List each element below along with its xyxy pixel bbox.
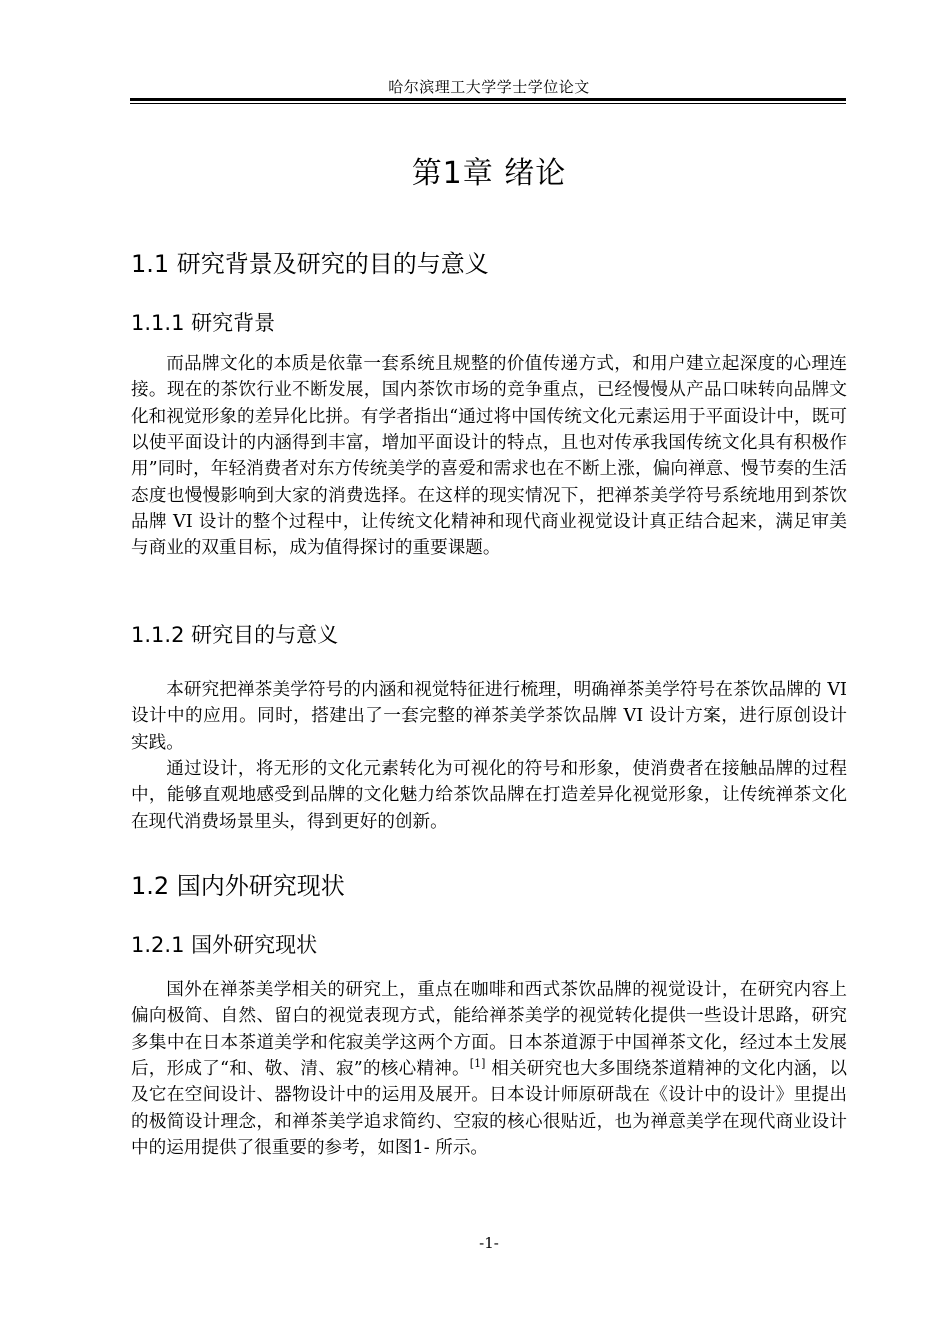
paragraph-text-before-citation: 国外在禅茶美学相关的研究上，重点在咖啡和西式茶饮品牌的视觉设计，在研究内容上偏向极简、自然、留白的视觉表现方式，能给禅茶美学的视觉转化提供一些设计思路，研究多集中在日本茶道美学和侘寂美学这两个方面。日本茶道源于中国禅茶文化，经过本土发展后，形成了“和、敬、清、寂”的核心精神。 (131, 980, 847, 1080)
paragraph-purpose-2: 通过设计，将无形的文化元素转化为可视化的符号和形象，使消费者在接触品牌的过程中，能够直观地感受到品牌的文化魅力给茶饮品牌在打造差异化视觉形象，让传统禅茶文化在现代消费场景里头，得到更好的创新。 (131, 759, 847, 832)
header-rule (130, 98, 846, 101)
section-heading-1-1: 1.1 研究背景及研究的目的与意义 (131, 250, 489, 278)
citation-marker: [1] (469, 1057, 486, 1071)
subsection-heading-1-1-2: 1.1.2 研究目的与意义 (131, 623, 339, 647)
header-rule-thin (130, 103, 846, 104)
paragraph-foreign-research (131, 977, 847, 1161)
section-heading-1-2: 1.2 国内外研究现状 (131, 872, 345, 900)
chapter-title: 第1章 绪论 (411, 156, 567, 191)
paragraph-research-background: 而品牌文化的本质是依靠一套系统且规整的价值传递方式，和用户建立起深度的心理连接。现在的茶饮行业不断发展，国内茶饮市场的竞争重点，已经慢慢从产品口味转向品牌文化和视觉形象的差异化比拼。有学者指出“通过将中国传统文化元素运用于平面设计中，既可以使平面设计的内涵得到丰富，增加平面设计的特点，且也对传承我国传统文化具有积极作用”同时，年轻消费者对东方传统美学的喜爱和需求也在不断上涨，偏向禅意、慢节奏的生活态度也慢慢影响到大家的消费选择。在这样的现实情况下，把禅茶美学符号系统地用到茶饮品牌 VI 设计的整个过程中，让传统文化精神和现代商业视觉设计真正结合起来，满足审美与商业的双重目标，成为值得探讨的重要课题。 (131, 354, 847, 559)
paragraph-text-after-citation: 相关研究也大多围绕茶道精神的文化内涵，以及它在空间设计、器物设计中的运用及展开。日本设计师原研哉在《设计中的设计》里提出的极简设计理念，和禅茶美学追求简约、空寂的核心很贴近，也为禅意美学在现代商业设计中的运用提供了很重要的参考，如图1- 所示。 (131, 1059, 847, 1159)
running-header-title: 哈尔滨理工大学学士学位论文 (388, 78, 590, 96)
paragraph-purpose-1: 本研究把禅茶美学符号的内涵和视觉特征进行梳理，明确禅茶美学符号在茶饮品牌的 VI 设计中的应用。同时，搭建出了一套完整的禅茶美学茶饮品牌 VI 设计方案，进行原创设计实践。 (131, 680, 847, 753)
subsection-heading-1-1-1: 1.1.1 研究背景 (131, 311, 276, 335)
page-number: -1- (479, 1234, 499, 1252)
subsection-heading-1-2-1: 1.2.1 国外研究现状 (131, 933, 318, 957)
